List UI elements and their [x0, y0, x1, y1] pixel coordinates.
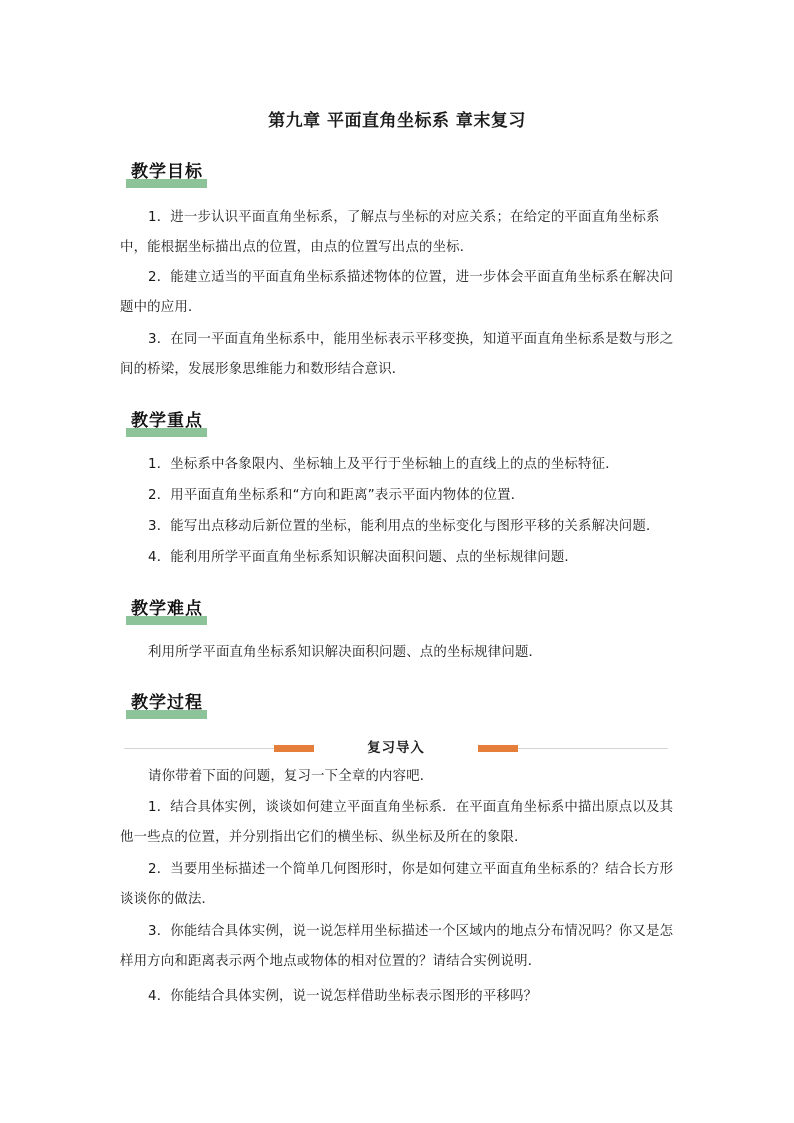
page-title: 第九章 平面直角坐标系 章末复习: [268, 111, 526, 131]
keypoint-item-1: 1．坐标系中各象限内、坐标轴上及平行于坐标轴上的直线上的点的坐标特征．: [148, 457, 619, 472]
process-item-3: 3．你能结合具体实例，说一说怎样用坐标描述一个区域内的地点分布情况吗？你又是怎样用方向和距离表示两个地点或物体的相对位置的？请结合实例说明．: [120, 924, 674, 969]
section-keypoints-heading: [126, 409, 686, 437]
divider-line-right: [518, 748, 668, 749]
section-heading-highlight: [126, 409, 207, 437]
difficulty-text: 利用所学平面直角坐标系知识解决面积问题、点的坐标规律问题．: [148, 645, 543, 660]
process-item-1: 1．结合具体实例，谈谈如何建立平面直角坐标系．在平面直角坐标系中描出原点以及其他一些点的位置，并分别指出它们的横坐标、纵坐标及所在的象限．: [120, 800, 674, 845]
subsection-divider: [124, 740, 668, 756]
divider-accent-right: [478, 745, 518, 752]
section-process-heading: [126, 691, 686, 719]
section-heading-highlight: [126, 597, 207, 625]
process-item-4: 4．你能结合具体实例，说一说怎样借助坐标表示图形的平移吗？: [148, 989, 538, 1004]
section-heading-highlight: [126, 691, 207, 719]
goal-item-2: 2．能建立适当的平面直角坐标系描述物体的位置，进一步体会平面直角坐标系在解决问题中的应用．: [120, 270, 674, 315]
section-heading-label: 教学过程: [131, 693, 203, 713]
keypoint-item-2: 2．用平面直角坐标系和“方向和距离”表示平面内物体的位置．: [148, 488, 525, 503]
section-difficulties-heading: [126, 597, 686, 625]
goal-item-1: 1．进一步认识平面直角坐标系，了解点与坐标的对应关系；在给定的平面直角坐标系中，能根据坐标描出点的位置，由点的位置写出点的坐标．: [120, 210, 660, 255]
divider-line-left: [124, 748, 274, 749]
process-item-2: 2．当要用坐标描述一个简单几何图形时，你是如何建立平面直角坐标系的？结合长方形谈谈你的做法．: [120, 862, 674, 907]
section-heading-highlight: [126, 160, 207, 188]
divider-accent-left: [274, 745, 314, 752]
goal-item-3: 3．在同一平面直角坐标系中，能用坐标表示平移变换，知道平面直角坐标系是数与形之间的桥梁，发展形象思维能力和数形结合意识．: [120, 332, 674, 377]
keypoint-item-3: 3．能写出点移动后新位置的坐标，能利用点的坐标变化与图形平移的关系解决问题．: [148, 519, 660, 534]
section-goals-heading: [126, 160, 686, 188]
divider-label: 复习导入: [367, 741, 425, 756]
section-heading-label: 教学难点: [131, 599, 203, 619]
process-intro: 请你带着下面的问题，复习一下全章的内容吧．: [148, 769, 434, 784]
keypoint-item-4: 4．能利用所学平面直角坐标系知识解决面积问题、点的坐标规律问题．: [148, 550, 579, 565]
section-heading-label: 教学目标: [131, 162, 203, 182]
section-heading-label: 教学重点: [131, 411, 203, 431]
